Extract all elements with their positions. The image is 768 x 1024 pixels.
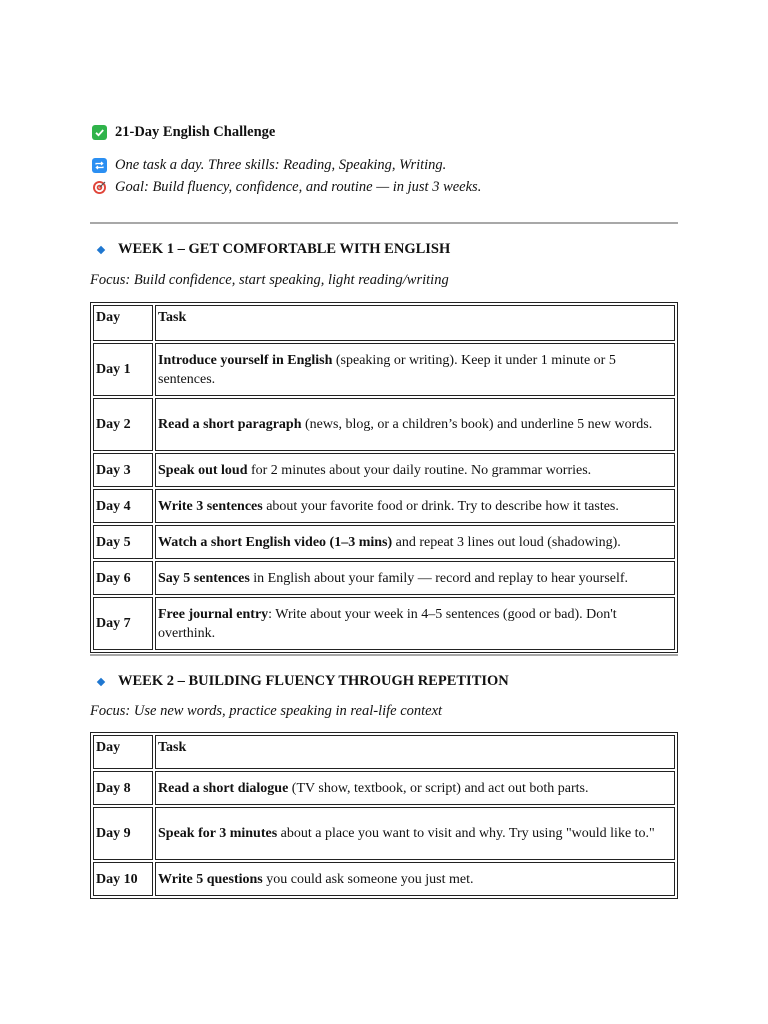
task-bold: Write 3 sentences <box>158 498 263 514</box>
day-cell: Day 10 <box>93 862 153 896</box>
task-bold: Introduce yourself in English <box>158 352 333 368</box>
week2-heading-text: WEEK 2 – BUILDING FLUENCY THROUGH REPETITION <box>118 673 509 689</box>
goal-text: Goal: Build fluency, confidence, and routine — in just 3 weeks. <box>115 179 482 195</box>
day-cell: Day 5 <box>93 525 153 559</box>
task-cell <box>155 561 675 595</box>
task-bold: Speak for 3 minutes <box>158 826 278 841</box>
task-cell <box>155 489 675 523</box>
week1-focus: Focus: Build confidence, start speaking, light reading/writing <box>90 272 449 288</box>
task-cell <box>155 771 675 805</box>
task-text: : Write about your week in 4–5 sentences (good or bad). Don't overthink. <box>158 606 617 641</box>
task-text: (speaking or writing). Keep it under 1 minute or 5 sentences. <box>158 352 616 387</box>
task-bold: Free journal entry <box>158 606 269 622</box>
header-task: Task <box>155 305 675 341</box>
challenge-title <box>92 124 275 141</box>
task-cell <box>155 398 675 451</box>
task-text: (TV show, textbook, or script) and act out both parts. <box>288 780 589 796</box>
task-bold: Say 5 sentences <box>158 570 250 586</box>
day-cell: Day 1 <box>93 343 153 396</box>
week2-heading <box>96 673 509 690</box>
task-cell <box>155 862 675 896</box>
title-text: 21-Day English Challenge <box>115 124 276 140</box>
intro-goal <box>92 179 481 196</box>
table-row <box>93 398 675 451</box>
table-row <box>93 807 675 860</box>
task-text: you could ask someone you just met. <box>262 871 474 887</box>
diamond-bullet-icon <box>97 677 105 685</box>
header-day: Day <box>93 305 153 341</box>
task-cell <box>155 525 675 559</box>
table-row <box>93 771 675 805</box>
table-header-row <box>93 735 675 769</box>
task-text: (news, blog, or a children’s book) and underline 5 new words. <box>301 417 653 432</box>
task-cell <box>155 453 675 487</box>
day-cell: Day 4 <box>93 489 153 523</box>
task-text: and repeat 3 lines out loud (shadowing). <box>392 534 621 550</box>
table-row <box>93 862 675 896</box>
week2-task-table <box>90 732 678 899</box>
day-cell: Day 9 <box>93 807 153 860</box>
table-row <box>93 597 675 650</box>
header-task: Task <box>155 735 675 769</box>
task-bold: Write 5 questions <box>158 871 263 887</box>
table-row <box>93 525 675 559</box>
day-cell: Day 7 <box>93 597 153 650</box>
task-text: about a place you want to visit and why. Try using "would like to." <box>277 826 655 841</box>
table-header-row <box>93 305 675 341</box>
week2-focus: Focus: Use new words, practice speaking in real-life context <box>90 703 443 719</box>
repeat-icon <box>92 158 107 173</box>
day-cell: Day 3 <box>93 453 153 487</box>
task-bold: Read a short dialogue <box>158 780 289 796</box>
week1-task-table <box>90 302 678 653</box>
task-bold: Read a short paragraph <box>158 417 302 432</box>
diamond-bullet-icon <box>97 245 105 253</box>
divider <box>90 654 678 656</box>
intro-skills <box>92 157 446 174</box>
check-mark-icon <box>92 125 107 140</box>
day-cell: Day 6 <box>93 561 153 595</box>
header-day: Day <box>93 735 153 769</box>
day-cell: Day 2 <box>93 398 153 451</box>
task-bold: Speak out loud <box>158 462 248 478</box>
task-text: for 2 minutes about your daily routine. No grammar worries. <box>247 462 592 478</box>
task-text: in English about your family — record and replay to hear yourself. <box>249 570 629 586</box>
week1-heading-text: WEEK 1 – GET COMFORTABLE WITH ENGLISH <box>118 241 451 257</box>
table-row <box>93 343 675 396</box>
table-row <box>93 489 675 523</box>
target-icon <box>92 180 107 195</box>
table-row <box>93 561 675 595</box>
task-cell <box>155 807 675 860</box>
table-row <box>93 453 675 487</box>
task-text: about your favorite food or drink. Try to describe how it tastes. <box>262 498 619 514</box>
task-bold: Watch a short English video (1–3 mins) <box>158 534 393 550</box>
task-cell <box>155 597 675 650</box>
skills-text: One task a day. Three skills: Reading, Speaking, Writing. <box>115 157 447 173</box>
week1-heading <box>96 241 450 258</box>
divider <box>90 222 678 224</box>
task-cell <box>155 343 675 396</box>
day-cell: Day 8 <box>93 771 153 805</box>
